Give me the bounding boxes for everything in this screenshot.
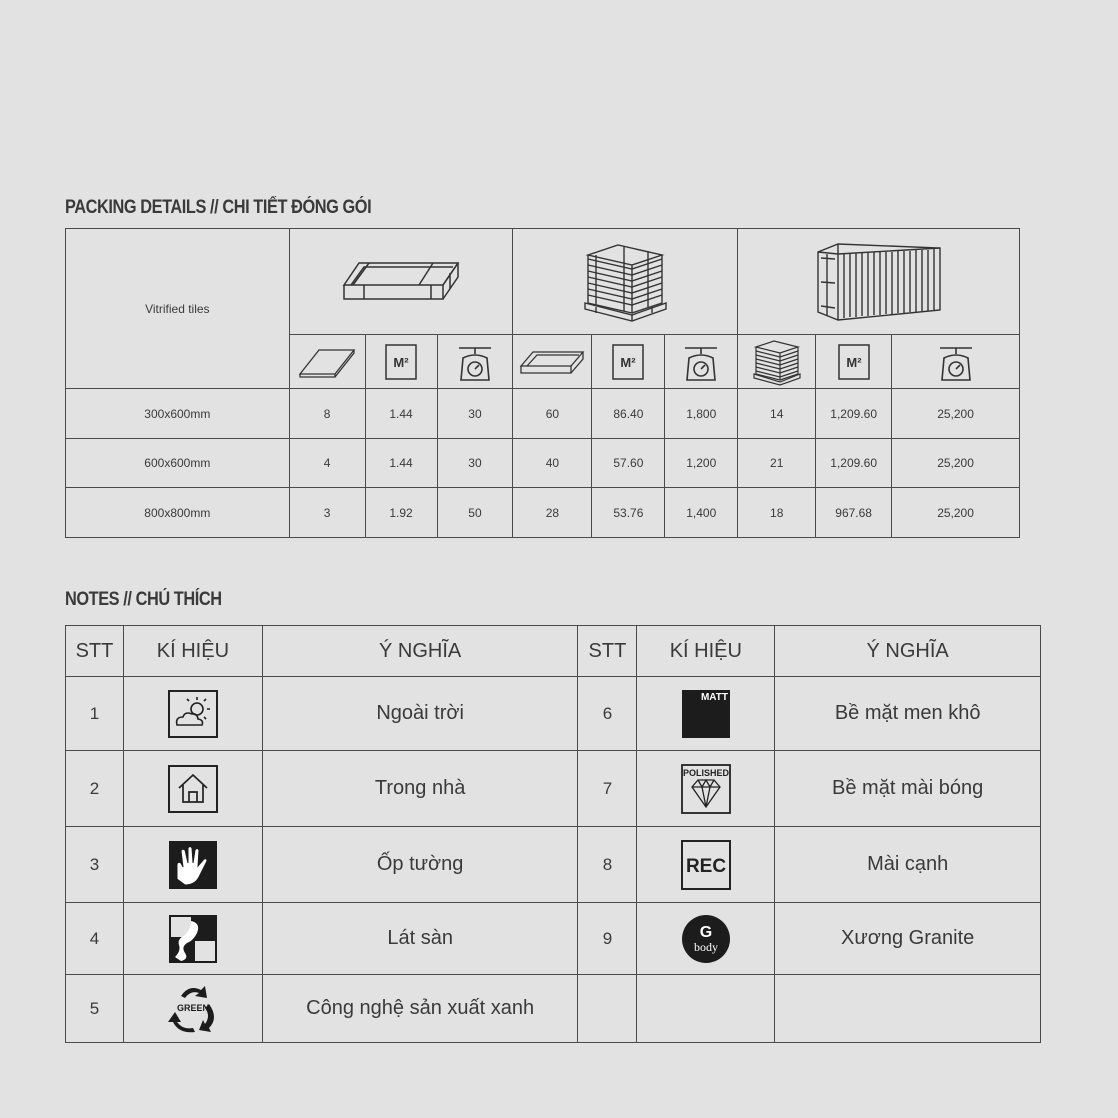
product-label: Vitrified tiles xyxy=(145,301,210,316)
value-cell: 50 xyxy=(437,488,513,538)
header-stt: STT xyxy=(578,626,637,677)
indoor-icon xyxy=(167,764,219,814)
value-cell: 25,200 xyxy=(892,488,1020,538)
product-label-cell xyxy=(66,229,290,389)
polished-text: POLISHED xyxy=(682,767,729,778)
size-cell: 300x600mm xyxy=(66,389,290,439)
value-cell: 1,200 xyxy=(665,439,738,488)
notes-header-row xyxy=(66,626,1041,677)
m2-text: M² xyxy=(620,354,636,370)
rec-icon xyxy=(680,839,732,891)
table-row xyxy=(66,975,1041,1043)
box-icon xyxy=(341,257,461,307)
pallet-header xyxy=(513,229,738,335)
symbol-cell xyxy=(123,751,262,827)
m2-icon-cell xyxy=(592,335,665,389)
value-cell: 1.44 xyxy=(365,389,437,439)
scale-icon xyxy=(455,342,495,382)
table-row xyxy=(66,677,1041,751)
green-text: GREEN xyxy=(176,1002,209,1013)
value-cell: 1,209.60 xyxy=(816,389,892,439)
table-row xyxy=(66,439,1020,488)
meaning-cell: Xương Granite xyxy=(775,903,1041,975)
value-cell: 8 xyxy=(289,389,365,439)
wall-icon xyxy=(167,839,219,891)
table-row xyxy=(66,488,1020,538)
meaning-cell: Mài cạnh xyxy=(775,827,1041,903)
table-row xyxy=(66,903,1041,975)
value-cell: 3 xyxy=(289,488,365,538)
stt-cell: 1 xyxy=(66,677,124,751)
size-cell: 800x800mm xyxy=(66,488,290,538)
box-small-icon-cell xyxy=(513,335,592,389)
pallet-icon xyxy=(582,241,668,323)
green-icon xyxy=(165,982,221,1036)
value-cell: 86.40 xyxy=(592,389,665,439)
stt-cell xyxy=(578,975,637,1043)
pallet-small-icon xyxy=(752,338,802,386)
value-cell: 967.68 xyxy=(816,488,892,538)
meaning-cell: Công nghệ sản xuất xanh xyxy=(262,975,578,1043)
meaning-cell: Bề mặt mài bóng xyxy=(775,751,1041,827)
value-cell: 4 xyxy=(289,439,365,488)
floor-icon xyxy=(167,913,219,965)
value-cell: 1.92 xyxy=(365,488,437,538)
value-cell: 53.76 xyxy=(592,488,665,538)
m2-icon-cell xyxy=(365,335,437,389)
m2-icon-cell xyxy=(816,335,892,389)
value-cell: 1,800 xyxy=(665,389,738,439)
meaning-cell: Lát sàn xyxy=(262,903,578,975)
value-cell: 40 xyxy=(513,439,592,488)
symbol-cell xyxy=(637,827,775,903)
meaning-cell xyxy=(775,975,1041,1043)
stt-cell: 9 xyxy=(578,903,637,975)
pallet-small-icon-cell xyxy=(738,335,816,389)
box-small-icon xyxy=(519,348,585,376)
packing-title: PACKING DETAILS // CHI TIẾT ĐÓNG GÓI xyxy=(65,197,372,218)
meaning-cell: Ngoài trời xyxy=(262,677,578,751)
stt-cell: 5 xyxy=(66,975,124,1043)
value-cell: 57.60 xyxy=(592,439,665,488)
scale-icon xyxy=(681,342,721,382)
value-cell: 25,200 xyxy=(892,389,1020,439)
value-cell: 30 xyxy=(437,439,513,488)
value-cell: 14 xyxy=(738,389,816,439)
value-cell: 1,209.60 xyxy=(816,439,892,488)
meaning-cell: Trong nhà xyxy=(262,751,578,827)
symbol-cell xyxy=(637,903,775,975)
stt-cell: 6 xyxy=(578,677,637,751)
m2-text: M² xyxy=(393,354,409,370)
value-cell: 1.44 xyxy=(365,439,437,488)
polished-icon xyxy=(680,763,732,815)
symbol-cell xyxy=(123,975,262,1043)
header-symbol: KÍ HIỆU xyxy=(123,626,262,677)
matt-icon xyxy=(680,688,732,740)
symbol-cell xyxy=(637,677,775,751)
scale-icon-cell xyxy=(665,335,738,389)
table-row xyxy=(66,751,1041,827)
m2-icon xyxy=(384,343,418,381)
stt-cell: 4 xyxy=(66,903,124,975)
stt-cell: 8 xyxy=(578,827,637,903)
table-row xyxy=(66,827,1041,903)
header-stt: STT xyxy=(66,626,124,677)
scale-icon-cell xyxy=(892,335,1020,389)
header-meaning: Ý NGHĨA xyxy=(775,626,1041,677)
value-cell: 30 xyxy=(437,389,513,439)
header-meaning: Ý NGHĨA xyxy=(262,626,578,677)
m2-icon xyxy=(837,343,871,381)
symbol-cell xyxy=(637,975,775,1043)
stt-cell: 7 xyxy=(578,751,637,827)
notes-title: NOTES // CHÚ THÍCH xyxy=(65,589,222,610)
table-row xyxy=(66,389,1020,439)
symbol-cell xyxy=(637,751,775,827)
size-cell: 600x600mm xyxy=(66,439,290,488)
tile-icon-cell xyxy=(289,335,365,389)
matt-text: MATT xyxy=(700,691,728,703)
value-cell: 28 xyxy=(513,488,592,538)
tile-icon xyxy=(297,344,357,380)
value-cell: 60 xyxy=(513,389,592,439)
container-header xyxy=(738,229,1020,335)
m2-text: M² xyxy=(846,354,862,370)
granite-icon xyxy=(680,913,732,965)
symbol-cell xyxy=(123,677,262,751)
value-cell: 1,400 xyxy=(665,488,738,538)
symbol-cell xyxy=(123,827,262,903)
outdoor-icon xyxy=(167,689,219,739)
granite-body-text: body xyxy=(693,939,718,954)
m2-icon xyxy=(611,343,645,381)
value-cell: 21 xyxy=(738,439,816,488)
packing-table xyxy=(65,228,1020,538)
scale-icon-cell xyxy=(437,335,513,389)
notes-table xyxy=(65,625,1041,1043)
stt-cell: 2 xyxy=(66,751,124,827)
granite-g-text: G xyxy=(699,923,713,941)
box-header xyxy=(289,229,513,335)
header-symbol: KÍ HIỆU xyxy=(637,626,775,677)
stt-cell: 3 xyxy=(66,827,124,903)
scale-icon xyxy=(936,342,976,382)
rec-text: REC xyxy=(685,855,726,877)
container-icon xyxy=(814,242,944,322)
meaning-cell: Bề mặt men khô xyxy=(775,677,1041,751)
value-cell: 25,200 xyxy=(892,439,1020,488)
symbol-cell xyxy=(123,903,262,975)
value-cell: 18 xyxy=(738,488,816,538)
meaning-cell: Ốp tường xyxy=(262,827,578,903)
